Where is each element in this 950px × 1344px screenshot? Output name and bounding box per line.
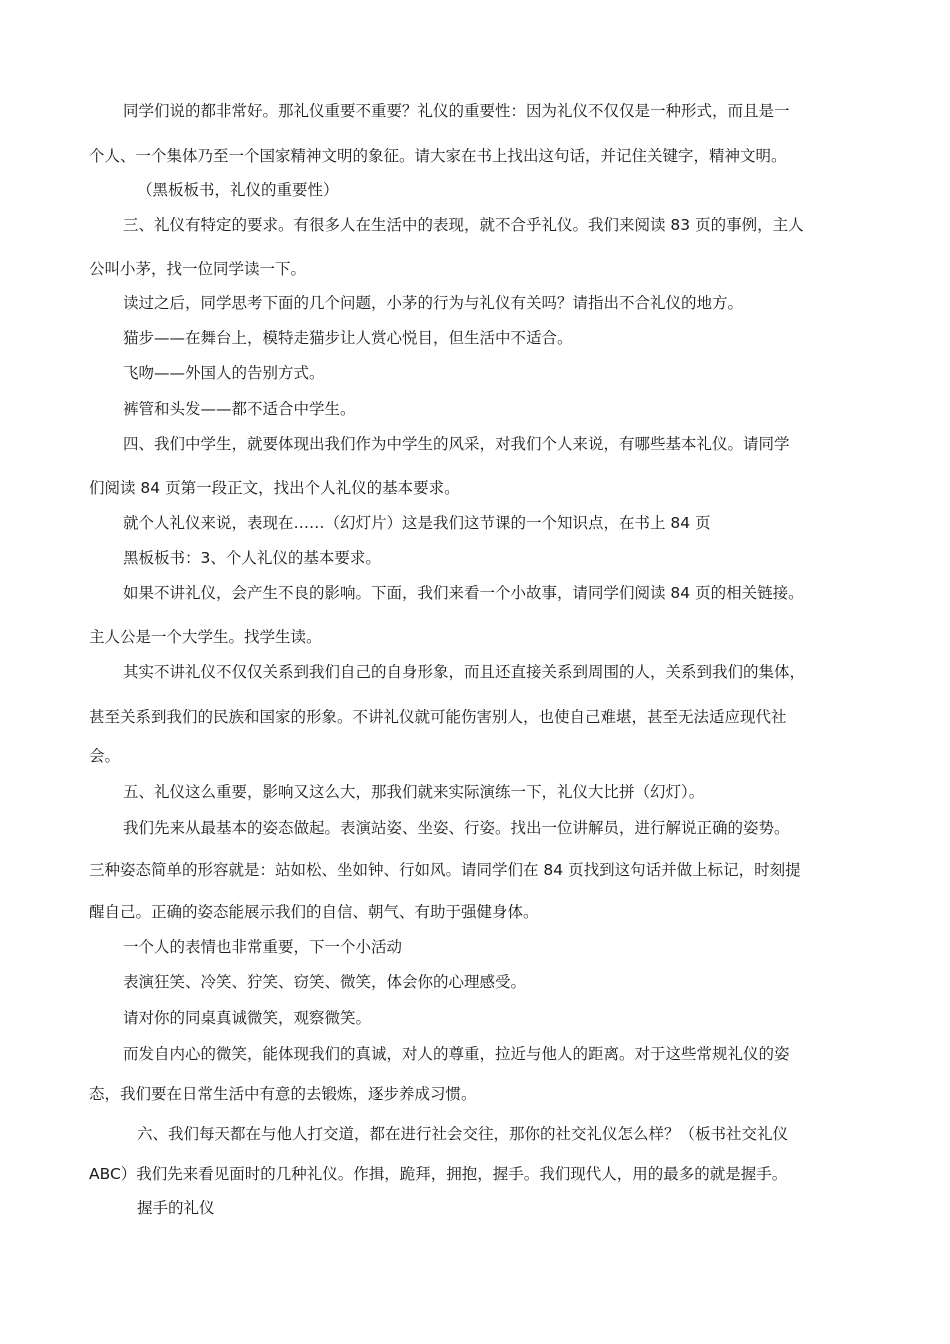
text-line: 甚至关系到我们的民族和国家的形象。不讲礼仪就可能伤害别人，也使自己难堪，甚至无法适应现代社 [89, 708, 787, 726]
text-line: 同学们说的都非常好。那礼仪重要不重要？礼仪的重要性：因为礼仪不仅仅是一种形式，而且是一 [123, 102, 790, 120]
text-line: 四、我们中学生，就要体现出我们作为中学生的风采，对我们个人来说，有哪些基本礼仪。请同学 [123, 435, 790, 453]
text-line: 裤管和头发——都不适合中学生。 [123, 400, 356, 418]
text-line: 会。 [89, 747, 121, 765]
text-line: 三种姿态简单的形容就是：站如松、坐如钟、行如风。请同学们在 84 页找到这句话并做上标记，时刻提 [89, 861, 801, 879]
text-line: 一个人的表情也非常重要，下一个小活动 [123, 938, 403, 956]
text-line: 如果不讲礼仪，会产生不良的影响。下面，我们来看一个小故事，请同学们阅读 84 页的相关链接。 [123, 584, 804, 602]
text-line: 三、礼仪有特定的要求。有很多人在生活中的表现，就不合乎礼仪。我们来阅读 83 页的事例，主人 [123, 216, 804, 234]
text-line: （黑板板书，礼仪的重要性） [137, 181, 339, 199]
text-line: 态，我们要在日常生活中有意的去锻炼，逐步养成习惯。 [89, 1085, 477, 1103]
text-line: 读过之后，同学思考下面的几个问题，小茅的行为与礼仪有关吗？请指出不合礼仪的地方。 [123, 294, 744, 312]
text-line: 请对你的同桌真诚微笑，观察微笑。 [123, 1009, 372, 1027]
text-line: 猫步——在舞台上，模特走猫步让人赏心悦目，但生活中不适合。 [123, 329, 573, 347]
text-line: 其实不讲礼仪不仅仅关系到我们自己的自身形象，而且还直接关系到周围的人，关系到我们的集体， [123, 663, 806, 681]
text-line: 就个人礼仪来说，表现在……（幻灯片）这是我们这节课的一个知识点，在书上 84 页 [123, 514, 711, 532]
text-line: 五、礼仪这么重要，影响又这么大，那我们就来实际演练一下，礼仪大比拼（幻灯）。 [123, 783, 705, 801]
text-line: 黑板板书：3、个人礼仪的基本要求。 [123, 549, 381, 567]
text-line: 而发自内心的微笑，能体现我们的真诚，对人的尊重，拉近与他人的距离。对于这些常规礼仪的姿 [123, 1045, 790, 1063]
text-line: ABC）我们先来看见面时的几种礼仪。作揖，跪拜，拥抱，握手。我们现代人，用的最多的就是握手。 [89, 1165, 788, 1183]
text-line: 们阅读 84 页第一段正文，找出个人礼仪的基本要求。 [89, 479, 460, 497]
text-line: 表演狂笑、冷笑、狞笑、窃笑、微笑，体会你的心理感受。 [123, 973, 527, 991]
text-line: 飞吻——外国人的告别方式。 [123, 364, 325, 382]
text-line: 我们先来从最基本的姿态做起。表演站姿、坐姿、行姿。找出一位讲解员，进行解说正确的姿势。 [123, 819, 790, 837]
text-line: 握手的礼仪 [137, 1199, 215, 1217]
text-line: 个人、一个集体乃至一个国家精神文明的象征。请大家在书上找出这句话，并记住关键字，精神文明。 [89, 147, 787, 165]
text-line: 公叫小茅，找一位同学读一下。 [89, 260, 307, 278]
text-line: 醒自己。正确的姿态能展示我们的自信、朝气、有助于强健身体。 [89, 903, 539, 921]
text-line: 主人公是一个大学生。找学生读。 [89, 628, 322, 646]
text-line: 六、我们每天都在与他人打交道，都在进行社会交往，那你的社交礼仪怎么样？（板书社交礼仪 [137, 1125, 789, 1143]
